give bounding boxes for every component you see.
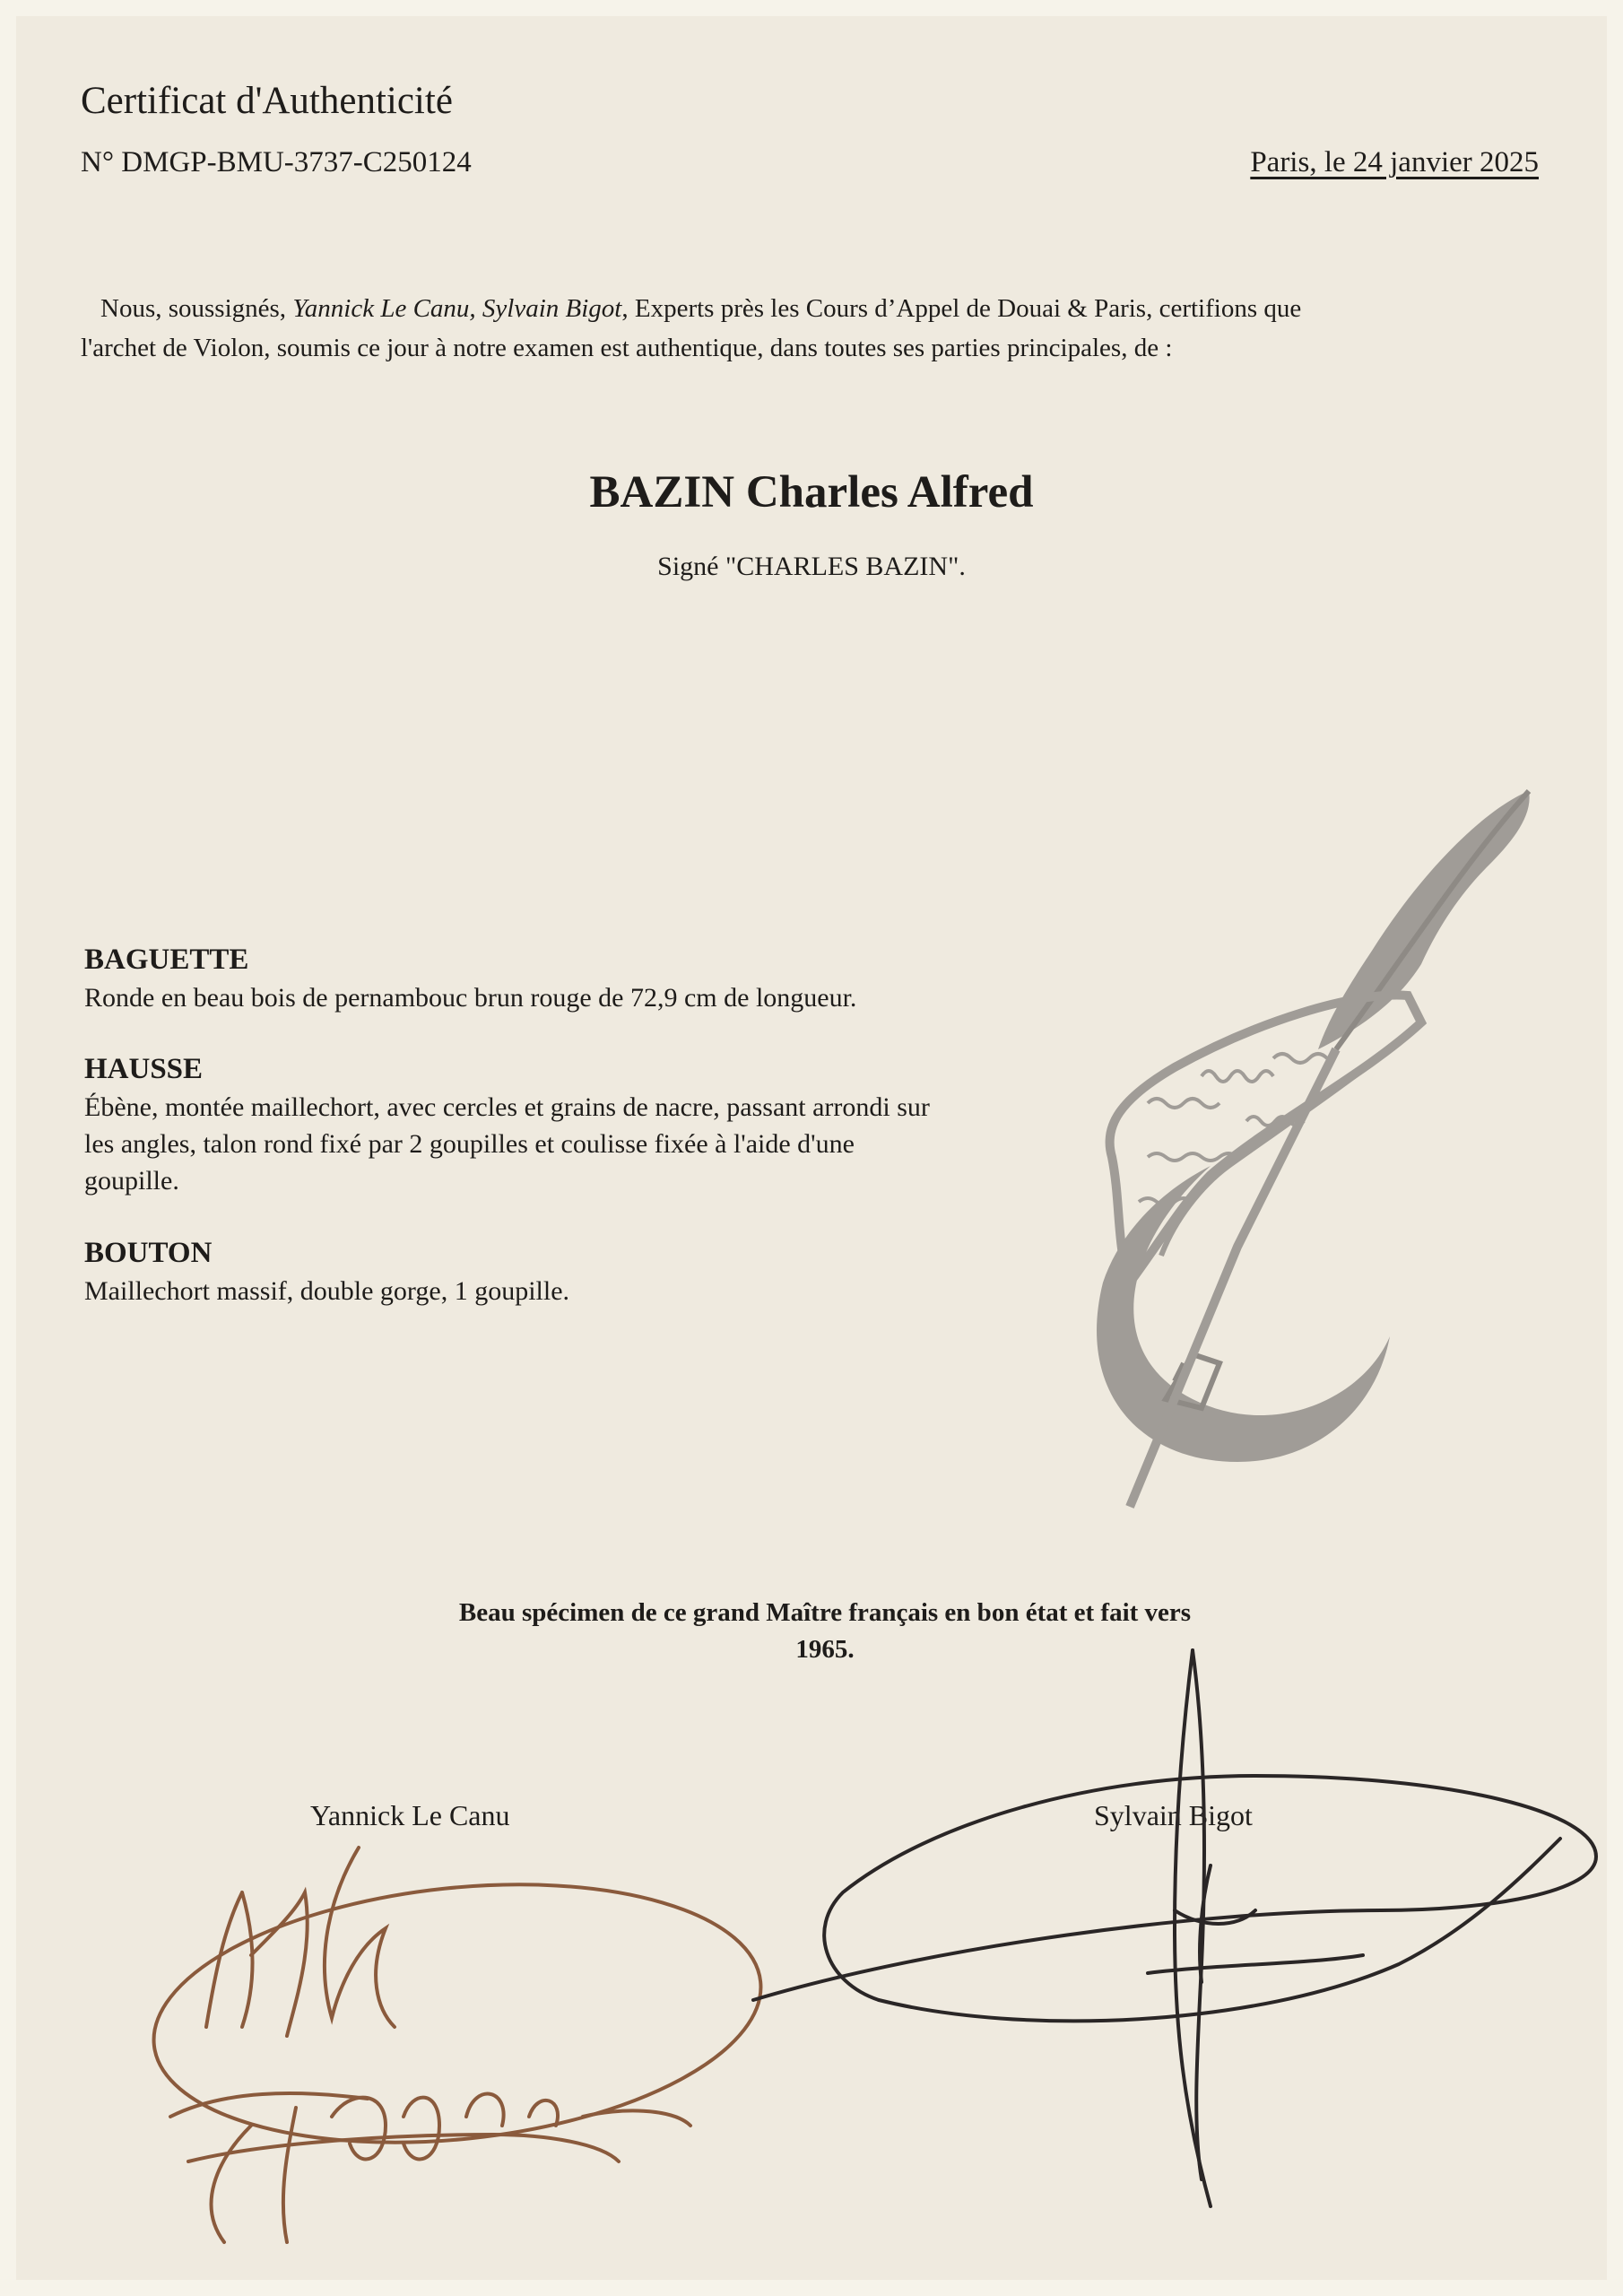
maker-name: BAZIN Charles Alfred — [589, 467, 1034, 517]
section-heading: BOUTON — [84, 1237, 213, 1269]
section-line: Maillechort massif, double gorge, 1 goupille. — [84, 1276, 570, 1306]
section-line: Ébène, montée maillechort, avec cercles et grains de nacre, passant arrondi sur — [84, 1092, 930, 1122]
section-line: goupille. — [84, 1166, 179, 1196]
expert-name-bigot: Sylvain Bigot — [1094, 1799, 1253, 1831]
intro-rest: , Experts près les Cours d’Appel de Douai & Paris, certifions que — [621, 294, 1302, 323]
certificate-title: Certificat d'Authenticité — [81, 80, 453, 122]
section-heading: BAGUETTE — [84, 944, 249, 976]
signature-bigot — [753, 1641, 1614, 2215]
section-line: les angles, talon rond fixé par 2 goupilles et coulisse fixée à l'aide d'une — [84, 1129, 855, 1159]
signature-le-canu — [117, 1821, 780, 2269]
conclusion-line: Beau spécimen de ce grand Maître français en bon état et fait vers — [458, 1598, 1192, 1627]
conclusion-line: 1965. — [795, 1635, 855, 1664]
intro-line2: l'archet de Violon, soumis ce jour à notre examen est authentique, dans toutes ses parties principales, de : — [81, 334, 1173, 362]
place-date: Paris, le 24 janvier 2025 — [1250, 146, 1539, 178]
intro-experts: Yannick Le Canu, Sylvain Bigot — [292, 294, 622, 323]
maker-signature-note: Signé "CHARLES BAZIN". — [657, 552, 966, 581]
section-hausse — [84, 1049, 1053, 1199]
intro-lead: Nous, soussignés, — [100, 294, 287, 323]
expert-name-le-canu: Yannick Le Canu — [310, 1799, 510, 1831]
section-bouton — [84, 1233, 1053, 1309]
section-baguette — [84, 940, 1053, 1016]
intro-paragraph — [81, 289, 1542, 368]
section-line: Ronde en beau bois de pernambouc brun rouge de 72,9 cm de longueur. — [84, 983, 857, 1013]
section-heading: HAUSSE — [84, 1053, 204, 1085]
scroll-emblem-icon — [1067, 780, 1551, 1525]
certificate-number: N° DMGP-BMU-3737-C250124 — [81, 146, 472, 178]
